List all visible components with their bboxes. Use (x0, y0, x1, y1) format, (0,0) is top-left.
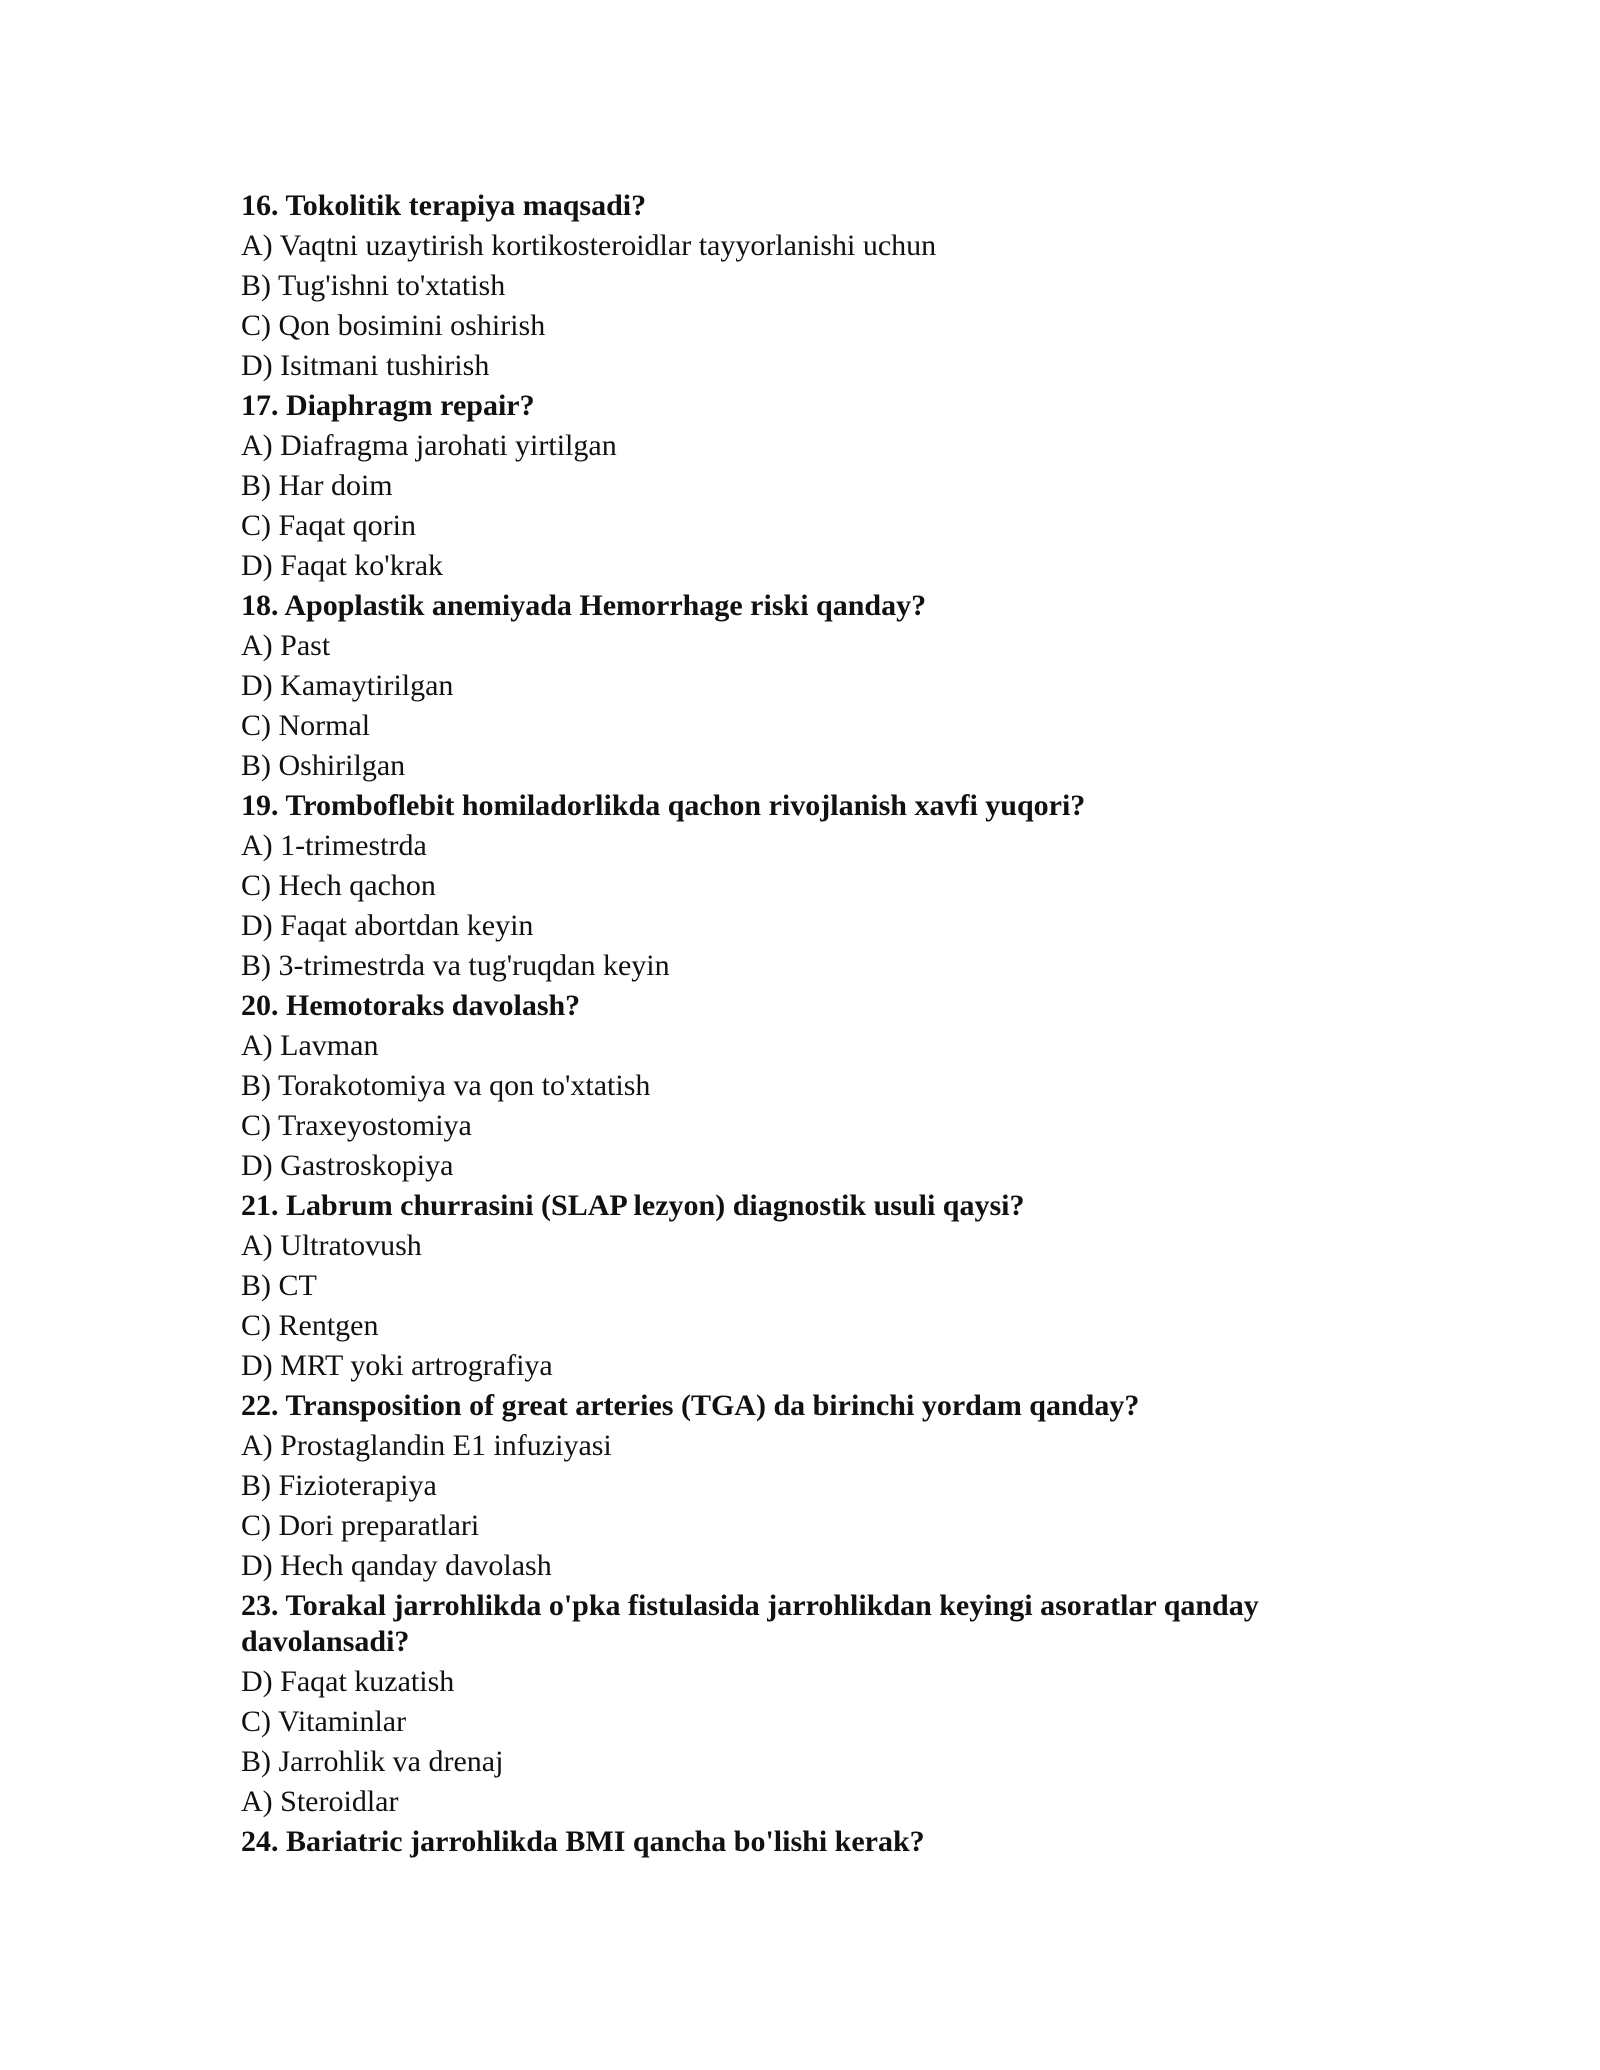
question-block-24 (241, 1822, 1371, 1862)
question-title: 23. Torakal jarrohlikda o'pka fistulasida jarrohlikdan keyingi asoratlar qanday davolansadi? (241, 1589, 1259, 1658)
answer-option: B) Tug'ishni to'xtatish (241, 269, 506, 302)
question-block-22 (241, 1386, 1371, 1586)
answer-option: A) Vaqtni uzaytirish kortikosteroidlar tayyorlanishi uchun (241, 229, 937, 262)
question-list (241, 186, 1371, 1862)
answer-option: B) Oshirilgan (241, 749, 406, 782)
question-block-17 (241, 386, 1371, 586)
question-block-16 (241, 186, 1371, 386)
answer-option: D) Kamaytirilgan (241, 669, 454, 702)
answer-option: A) Ultratovush (241, 1229, 422, 1262)
answer-option: C) Rentgen (241, 1309, 379, 1342)
question-title: 16. Tokolitik terapiya maqsadi? (241, 189, 647, 222)
answer-option: D) Faqat ko'krak (241, 549, 444, 582)
answer-option: D) Isitmani tushirish (241, 349, 490, 382)
answer-option: B) Torakotomiya va qon to'xtatish (241, 1069, 651, 1102)
answer-option: B) Har doim (241, 469, 393, 502)
answer-option: D) Hech qanday davolash (241, 1549, 552, 1582)
question-title: 22. Transposition of great arteries (TGA) da birinchi yordam qanday? (241, 1389, 1140, 1422)
answer-option: B) 3-trimestrda va tug'ruqdan keyin (241, 949, 670, 982)
answer-option: C) Hech qachon (241, 869, 436, 902)
question-block-21 (241, 1186, 1371, 1386)
answer-option: A) Past (241, 629, 331, 662)
answer-option: C) Vitaminlar (241, 1705, 407, 1738)
answer-option: D) MRT yoki artrografiya (241, 1349, 553, 1382)
question-title: 17. Diaphragm repair? (241, 389, 535, 422)
question-title: 20. Hemotoraks davolash? (241, 989, 581, 1022)
answer-option: C) Qon bosimini oshirish (241, 309, 546, 342)
question-block-23 (241, 1586, 1371, 1822)
question-title: 21. Labrum churrasini (SLAP lezyon) diagnostik usuli qaysi? (241, 1189, 1025, 1222)
question-title: 18. Apoplastik anemiyada Hemorrhage riski qanday? (241, 589, 927, 622)
question-block-18 (241, 586, 1371, 786)
question-block-20 (241, 986, 1371, 1186)
question-title: 19. Tromboflebit homiladorlikda qachon rivojlanish xavfi yuqori? (241, 789, 1086, 822)
answer-option: C) Normal (241, 709, 371, 742)
answer-option: B) Fizioterapiya (241, 1469, 437, 1502)
answer-option: C) Traxeyostomiya (241, 1109, 472, 1142)
question-block-19 (241, 786, 1371, 986)
answer-option: C) Faqat qorin (241, 509, 416, 542)
question-title: 24. Bariatric jarrohlikda BMI qancha bo'lishi kerak? (241, 1825, 925, 1858)
answer-option: A) Prostaglandin E1 infuziyasi (241, 1429, 612, 1462)
answer-option: D) Gastroskopiya (241, 1149, 454, 1182)
answer-option: D) Faqat abortdan keyin (241, 909, 534, 942)
answer-option: A) 1-trimestrda (241, 829, 427, 862)
answer-option: B) Jarrohlik va drenaj (241, 1745, 504, 1778)
answer-option: C) Dori preparatlari (241, 1509, 480, 1542)
answer-option: D) Faqat kuzatish (241, 1665, 455, 1698)
answer-option: A) Steroidlar (241, 1785, 399, 1818)
answer-option: A) Lavman (241, 1029, 379, 1062)
answer-option: A) Diafragma jarohati yirtilgan (241, 429, 617, 462)
answer-option: B) CT (241, 1269, 317, 1302)
